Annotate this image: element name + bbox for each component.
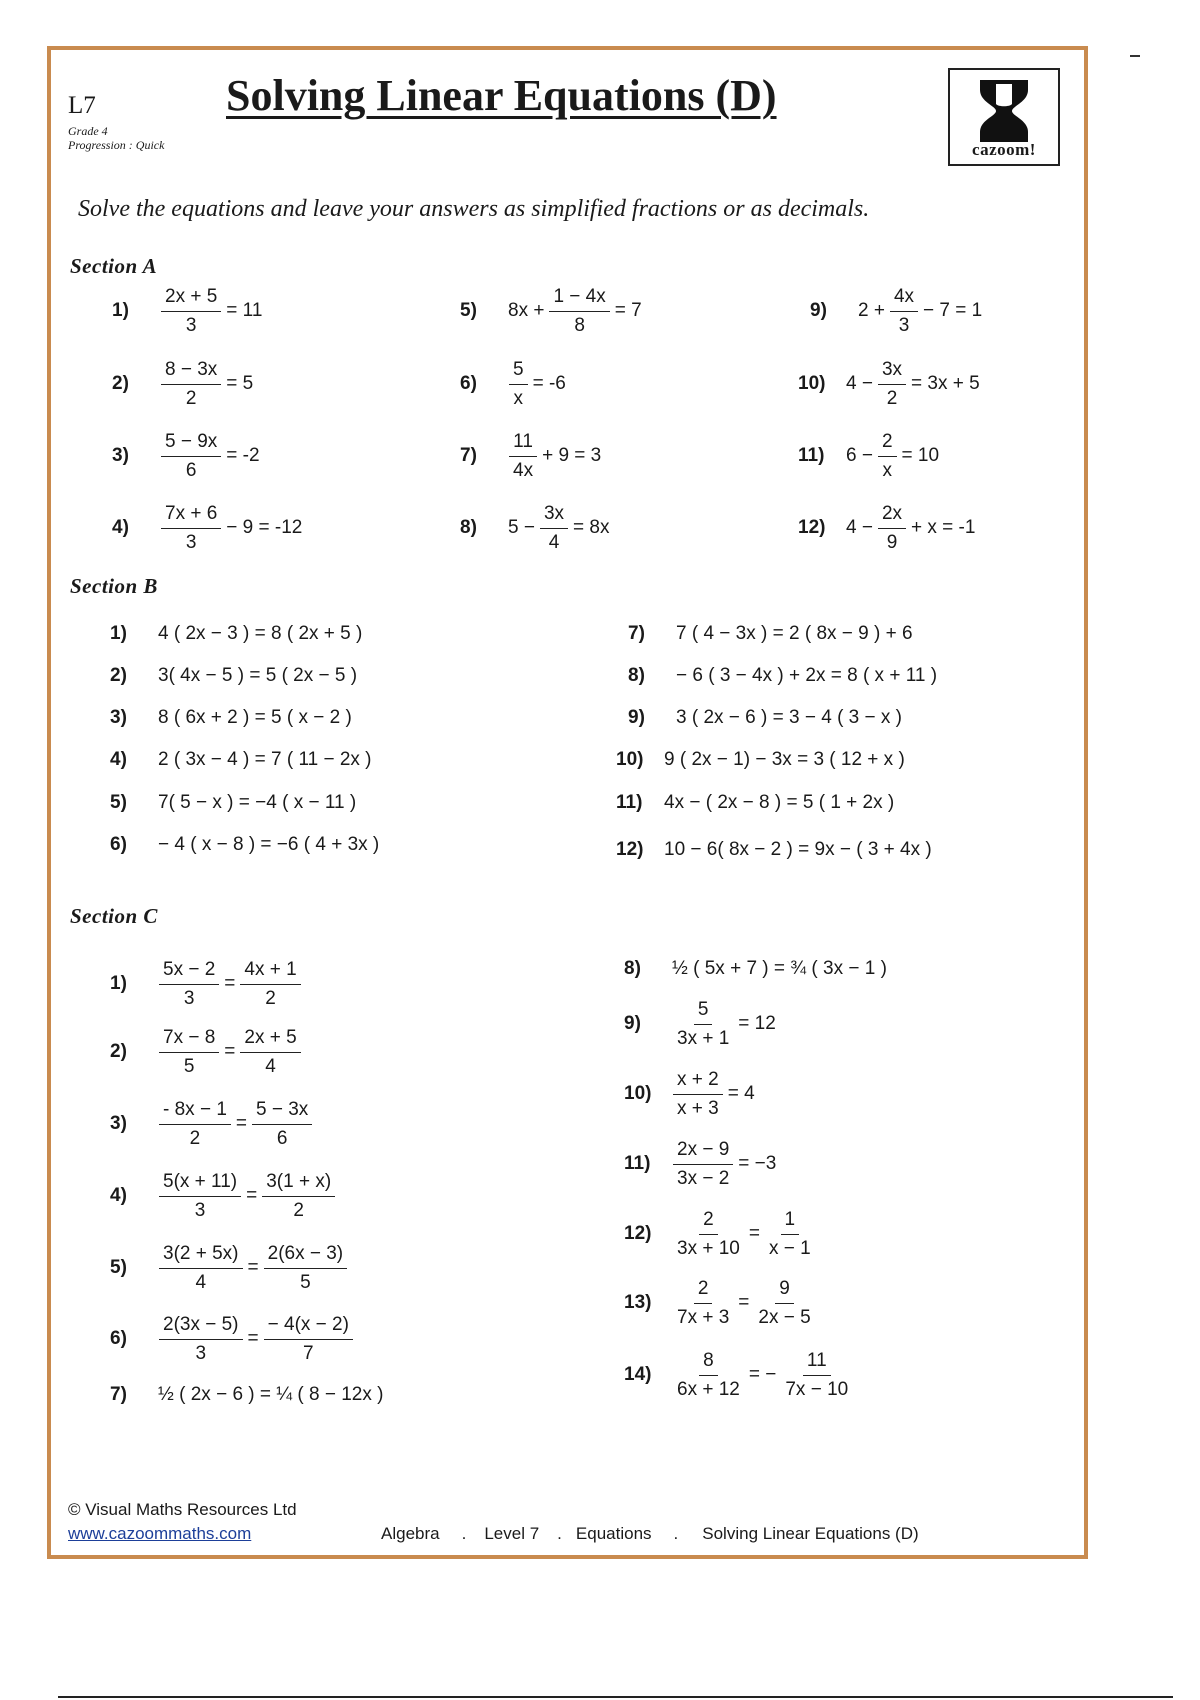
equation-item — [616, 742, 907, 778]
grade-label: Grade 4 — [68, 124, 108, 138]
numerator: 3x — [540, 503, 568, 529]
equation — [158, 359, 255, 410]
fraction — [159, 1314, 243, 1365]
equation-text: + 9 = 3 — [542, 445, 602, 466]
fraction — [262, 1171, 335, 1222]
equation-text: 8 ( 6x + 2 ) = 5 ( x − 2 ) — [158, 707, 352, 728]
problem-number: 10) — [624, 1083, 652, 1104]
fraction — [754, 1278, 814, 1329]
corner-dash — [1130, 55, 1140, 57]
numerator: − 4(x − 2) — [264, 1314, 353, 1340]
equation — [156, 1099, 315, 1150]
website-link[interactable]: www.cazoommaths.com — [68, 1524, 252, 1543]
problem-number: 14) — [624, 1364, 652, 1385]
equation — [158, 286, 264, 337]
fraction — [878, 359, 906, 410]
numerator: x + 2 — [673, 1069, 723, 1095]
equation-item — [460, 421, 603, 491]
equation — [670, 958, 889, 980]
equation-item — [616, 785, 896, 821]
equation-text: 2 + — [858, 300, 885, 321]
fraction — [264, 1314, 353, 1365]
problem-number: 8) — [460, 517, 477, 538]
equation-text: = 11 — [226, 300, 263, 321]
equation-item — [798, 421, 941, 491]
equation-item — [110, 1233, 350, 1303]
problem-number: 8) — [628, 665, 645, 686]
equation — [156, 665, 359, 687]
denominator: x — [513, 387, 524, 409]
equation — [156, 1171, 338, 1222]
breadcrumb-separator: . — [673, 1524, 679, 1543]
equation — [156, 623, 364, 645]
fraction — [509, 431, 537, 482]
breadcrumb-item: Level 7 — [484, 1524, 540, 1543]
fraction — [252, 1099, 312, 1150]
fraction — [673, 1209, 744, 1260]
page-title: Solving Linear Equations (D) — [226, 71, 777, 120]
denominator: 5 — [183, 1055, 195, 1077]
denominator: 3 — [195, 1342, 207, 1364]
equation-item — [110, 1304, 356, 1374]
denominator: 6 — [185, 459, 197, 481]
equation — [158, 431, 262, 482]
denominator: 2 — [185, 387, 197, 409]
equation-text: = — [247, 1328, 259, 1349]
equation-item — [798, 349, 982, 419]
numerator: 2 — [694, 1278, 713, 1304]
denominator: 9 — [886, 531, 898, 553]
equation-item — [110, 949, 304, 1019]
denominator: 4 — [195, 1271, 207, 1293]
equation-item — [624, 1340, 855, 1410]
equation-text: = 4 — [727, 1083, 755, 1104]
problem-number: 6) — [110, 834, 127, 855]
equation-item — [112, 493, 304, 563]
denominator: x — [882, 459, 892, 481]
denominator: 6 — [276, 1127, 288, 1149]
problem-number: 2) — [110, 1041, 127, 1062]
denominator: 4 — [265, 1055, 276, 1077]
denominator: 8 — [574, 314, 585, 336]
problem-number: 4) — [110, 749, 127, 770]
problem-number: 11) — [616, 792, 643, 813]
numerator: - 8x − 1 — [159, 1099, 231, 1125]
denominator: 3 — [185, 314, 197, 336]
fraction — [673, 999, 733, 1050]
problem-number: 12) — [798, 517, 826, 538]
equation — [156, 1027, 304, 1078]
fraction — [240, 1027, 300, 1078]
denominator: 3x + 1 — [677, 1027, 730, 1049]
equation-text: 2 ( 3x − 4 ) = 7 ( 11 − 2x ) — [158, 749, 372, 770]
denominator: 2 — [293, 1199, 304, 1221]
numerator: 5 − 3x — [252, 1099, 312, 1125]
numerator: 2x − 9 — [673, 1139, 733, 1165]
hourglass-icon — [974, 78, 1034, 144]
equation-item — [110, 827, 381, 863]
equation-text: = 10 — [901, 445, 940, 466]
equation — [506, 431, 603, 482]
problem-number: 5) — [460, 300, 477, 321]
breadcrumb — [381, 1524, 919, 1544]
numerator: 2x + 5 — [240, 1027, 300, 1053]
section-a-heading: Section A — [70, 254, 158, 278]
equation — [670, 1209, 818, 1260]
equation-text: 9 ( 2x − 1) − 3x = 3 ( 12 + x ) — [664, 749, 905, 770]
equation — [674, 707, 904, 729]
denominator: 4 — [548, 531, 560, 553]
problem-number: 5) — [110, 1257, 127, 1278]
fraction — [673, 1350, 744, 1401]
progression-label: Progression : Quick — [68, 138, 165, 152]
equation — [156, 959, 304, 1010]
equation — [670, 1350, 855, 1401]
denominator: 3 — [185, 531, 197, 553]
equation-item — [628, 616, 915, 652]
denominator: 3x − 2 — [677, 1167, 730, 1189]
fraction — [878, 431, 897, 482]
problem-number: 2) — [110, 665, 127, 686]
numerator: 8 — [699, 1350, 718, 1376]
numerator: 4x — [890, 286, 918, 312]
problem-number: 9) — [628, 707, 645, 728]
problem-number: 7) — [110, 1384, 127, 1405]
numerator: 8 − 3x — [161, 359, 221, 385]
equation — [158, 503, 304, 554]
fraction — [159, 1027, 219, 1078]
numerator: 7x + 6 — [161, 503, 221, 529]
numerator: 1 — [781, 1209, 800, 1235]
problem-number: 5) — [110, 792, 127, 813]
cazoom-logo — [948, 68, 1060, 166]
equation — [156, 1243, 350, 1294]
equation-text: 3( 4x − 5 ) = 5 ( 2x − 5 ) — [158, 665, 358, 686]
section-b-heading: Section B — [70, 574, 158, 598]
fraction — [890, 286, 918, 337]
section-c-heading: Section C — [70, 904, 158, 928]
breadcrumb-separator: . — [461, 1524, 467, 1543]
equation — [156, 707, 354, 729]
denominator: 3 — [194, 1199, 206, 1221]
fraction — [161, 503, 221, 554]
equation-item — [110, 1161, 338, 1231]
equation-text: 8x + — [508, 300, 545, 321]
bottom-rule — [58, 1696, 1173, 1698]
equation — [662, 749, 907, 771]
numerator: 11 — [509, 431, 537, 457]
equation-text: 7( 5 − x ) = −4 ( x − 11 ) — [158, 792, 357, 813]
equation-text: = 8x — [573, 517, 610, 538]
equation — [670, 1069, 757, 1120]
equation-text: = — [224, 973, 236, 994]
numerator: 11 — [803, 1350, 831, 1376]
equation-text: 4 ( 2x − 3 ) = 8 ( 2x + 5 ) — [158, 623, 363, 644]
fraction — [159, 1099, 231, 1150]
denominator: 6x + 12 — [677, 1378, 740, 1400]
fraction — [240, 959, 300, 1010]
equation-item — [110, 616, 364, 652]
fraction — [878, 503, 906, 554]
breadcrumb-item: Equations — [575, 1524, 652, 1543]
problem-number: 12) — [616, 839, 644, 860]
denominator: 2 — [189, 1127, 201, 1149]
equation-text: − 7 = 1 — [923, 300, 983, 321]
numerator: 5x − 2 — [159, 959, 219, 985]
equation-item — [628, 658, 939, 694]
equation-text: − 6 ( 3 − 4x ) + 2x = 8 ( x + 11 ) — [676, 665, 938, 686]
problem-number: 11) — [624, 1153, 651, 1174]
problem-number: 2) — [112, 373, 129, 394]
problem-number: 6) — [110, 1328, 127, 1349]
equation — [844, 359, 982, 410]
numerator: 1 − 4x — [549, 286, 609, 312]
problem-number: 9) — [810, 300, 827, 321]
numerator: 5 — [694, 999, 713, 1025]
equation-item — [460, 349, 568, 419]
equation — [670, 1278, 818, 1329]
equation-text: − 4 ( x − 8 ) = −6 ( 4 + 3x ) — [158, 834, 380, 855]
problem-number: 9) — [624, 1013, 641, 1034]
problem-number: 4) — [112, 517, 129, 538]
fraction — [161, 359, 221, 410]
equation — [156, 792, 358, 814]
fraction — [781, 1350, 852, 1401]
problem-number: 3) — [110, 707, 127, 728]
equation-item — [460, 276, 644, 346]
problem-number: 3) — [112, 445, 129, 466]
problem-number: 12) — [624, 1223, 652, 1244]
problem-number: 1) — [110, 623, 127, 644]
equation-text: = 7 — [614, 300, 642, 321]
breadcrumb-item: Algebra — [381, 1524, 440, 1543]
denominator: 3x + 10 — [677, 1237, 740, 1259]
equation — [856, 286, 984, 337]
numerator: 2x — [878, 503, 906, 529]
equation-item — [110, 1377, 385, 1413]
equation-text: = — [235, 1113, 248, 1134]
equation-item — [810, 276, 984, 346]
equation-text: = 5 — [226, 373, 254, 394]
denominator: 7 — [303, 1342, 314, 1364]
equation-item — [110, 742, 374, 778]
numerator: 5(x + 11) — [159, 1171, 241, 1197]
problem-number: 10) — [798, 373, 826, 394]
copyright: © Visual Maths Resources Ltd — [68, 1500, 297, 1519]
fraction — [549, 286, 609, 337]
equation-text: ½ ( 2x − 6 ) = ¼ ( 8 − 12x ) — [158, 1384, 384, 1405]
fraction — [673, 1278, 733, 1329]
problem-number: 11) — [798, 445, 825, 466]
equation-item — [624, 1199, 818, 1269]
equation — [674, 665, 939, 687]
equation-text: 6 − — [846, 445, 873, 466]
numerator: 9 — [775, 1278, 794, 1304]
problem-number: 6) — [460, 373, 477, 394]
equation-text: = − — [748, 1364, 777, 1385]
logo-text: cazoom! — [972, 140, 1036, 159]
equation-item — [110, 700, 354, 736]
denominator: 2 — [265, 987, 276, 1009]
equation-item — [624, 951, 889, 987]
equation-item — [624, 1268, 818, 1338]
equation-text: = −3 — [738, 1153, 777, 1174]
problem-number: 8) — [624, 958, 641, 979]
breadcrumb-item: Solving Linear Equations (D) — [702, 1524, 919, 1543]
equation-item — [112, 349, 255, 419]
fraction — [765, 1209, 815, 1260]
equation-text: = 12 — [738, 1013, 776, 1034]
equation — [674, 623, 915, 645]
fraction — [540, 503, 568, 554]
equation-text: 5 − — [508, 517, 535, 538]
equation-text: = — [748, 1223, 760, 1244]
equation-text: 3 ( 2x − 6 ) = 3 − 4 ( 3 − x ) — [676, 707, 902, 728]
equation-text: 7 ( 4 − 3x ) = 2 ( 8x − 9 ) + 6 — [676, 623, 913, 644]
equation-text: 4 − — [846, 373, 873, 394]
fraction — [159, 1243, 243, 1294]
numerator: 5 − 9x — [161, 431, 221, 457]
equation — [662, 792, 896, 814]
denominator: 3 — [183, 987, 195, 1009]
problem-number: 7) — [460, 445, 477, 466]
equation-text: = — [738, 1292, 750, 1313]
equation-item — [110, 1017, 304, 1087]
equation — [156, 834, 381, 856]
fraction — [161, 431, 221, 482]
denominator: 7x + 3 — [677, 1306, 730, 1328]
fraction — [159, 959, 219, 1010]
equation-text: = — [224, 1041, 236, 1062]
problem-number: 1) — [110, 973, 127, 994]
problem-number: 4) — [110, 1185, 127, 1206]
denominator: 3 — [898, 314, 910, 336]
level-label: L7 — [68, 92, 96, 119]
equation-item — [112, 421, 262, 491]
equation — [156, 749, 374, 771]
numerator: 4x + 1 — [240, 959, 300, 985]
numerator: 2x + 5 — [161, 286, 221, 312]
problem-number: 10) — [616, 749, 644, 770]
equation-item — [624, 1059, 757, 1129]
equation-text: = — [246, 1185, 258, 1206]
numerator: 3x — [878, 359, 906, 385]
equation — [506, 359, 568, 410]
numerator: 2(6x − 3) — [264, 1243, 348, 1269]
equation-item — [628, 700, 904, 736]
equation-text: 4x − ( 2x − 8 ) = 5 ( 1 + 2x ) — [664, 792, 895, 813]
equation-item — [624, 1129, 778, 1199]
equation-text: = -6 — [532, 373, 566, 394]
equation-text: = -2 — [226, 445, 260, 466]
numerator: 7x − 8 — [159, 1027, 219, 1053]
equation-text: + x = -1 — [911, 517, 976, 538]
numerator: 3(1 + x) — [262, 1171, 335, 1197]
equation-text: = 3x + 5 — [911, 373, 980, 394]
instructions: Solve the equations and leave your answers as simplified fractions or as decimals. — [78, 196, 870, 222]
equation-item — [798, 493, 977, 563]
problem-number: 13) — [624, 1292, 652, 1313]
fraction — [159, 1171, 241, 1222]
denominator: 5 — [300, 1271, 311, 1293]
numerator: 2 — [699, 1209, 718, 1235]
problem-number: 3) — [110, 1113, 127, 1134]
equation — [506, 503, 611, 554]
equation — [156, 1384, 385, 1406]
denominator: x + 3 — [677, 1097, 719, 1119]
fraction — [509, 359, 528, 410]
problem-number: 1) — [112, 300, 129, 321]
denominator: 4x — [513, 459, 534, 481]
equation-text: 10 − 6( 8x − 2 ) = 9x − ( 3 + 4x ) — [664, 839, 932, 860]
equation-item — [112, 276, 264, 346]
equation — [662, 839, 934, 861]
equation-text: − 9 = -12 — [226, 517, 303, 538]
equation-item — [624, 989, 778, 1059]
numerator: 2 — [878, 431, 897, 457]
denominator: 7x − 10 — [785, 1378, 849, 1400]
numerator: 2(3x − 5) — [159, 1314, 243, 1340]
denominator: 2x − 5 — [758, 1306, 811, 1328]
numerator: 5 — [509, 359, 528, 385]
breadcrumb-separator: . — [557, 1524, 562, 1543]
equation — [844, 503, 977, 554]
equation — [506, 286, 644, 337]
fraction — [673, 1139, 733, 1190]
equation-text: = — [247, 1257, 259, 1278]
problem-number: 7) — [628, 623, 645, 644]
equation-item — [110, 658, 359, 694]
equation-item — [110, 1089, 315, 1159]
equation — [670, 1139, 778, 1190]
equation — [156, 1314, 356, 1365]
equation-item — [616, 832, 934, 868]
denominator: 2 — [886, 387, 898, 409]
equation-item — [110, 785, 358, 821]
fraction — [264, 1243, 348, 1294]
numerator: 3(2 + 5x) — [159, 1243, 243, 1269]
fraction — [673, 1069, 723, 1120]
equation-item — [460, 493, 611, 563]
equation-text: ½ ( 5x + 7 ) = ¾ ( 3x − 1 ) — [672, 958, 887, 979]
fraction — [161, 286, 221, 337]
equation — [670, 999, 778, 1050]
denominator: x − 1 — [768, 1237, 811, 1259]
equation-text: 4 − — [846, 517, 873, 538]
equation — [844, 431, 941, 482]
